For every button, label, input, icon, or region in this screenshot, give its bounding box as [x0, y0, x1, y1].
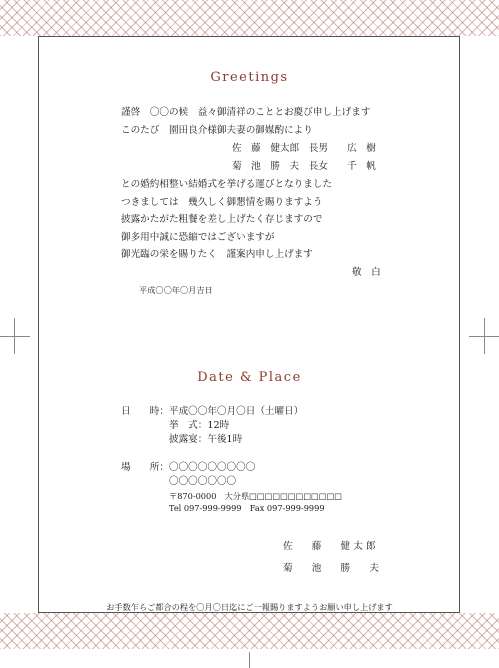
- greeting-line: との婚約相整い結婚式を挙げる運びとなりました: [121, 179, 333, 190]
- closing-line: 敬 白: [352, 267, 381, 278]
- greeting-line: 謹啓 〇〇の候 益々御清祥のこととお慶び申し上げます: [121, 107, 371, 118]
- bride-line: 菊 池 勝 夫 長女 千 帆: [232, 161, 376, 172]
- top-pattern-band: [0, 0, 499, 36]
- greetings-heading: Greetings: [210, 70, 289, 85]
- venue-address: 〒870-0000 大分県□□□□□□□□□□□□: [169, 491, 342, 501]
- date-label: 日 時：: [121, 406, 169, 417]
- greeting-line: 披露かたがた粗餐を差し上げたく存じますので: [121, 214, 323, 225]
- crop-mark: [0, 336, 30, 337]
- place-label: 場 所：: [121, 462, 169, 473]
- host-name: 佐 藤 健 太 郎: [283, 541, 376, 552]
- greeting-line: 御多用中誠に恐縮ではございますが: [121, 232, 275, 243]
- groom-line: 佐 藤 健太郎 長男 広 樹: [232, 143, 376, 154]
- host-name: 菊 池 勝 夫: [283, 563, 379, 574]
- crop-mark: [484, 318, 485, 354]
- details-heading: Date & Place: [197, 370, 302, 385]
- greeting-line: このたび 園田良介様御夫妻の御媒酌により: [121, 125, 313, 136]
- bottom-pattern-band: [0, 613, 499, 649]
- crop-mark: [14, 318, 15, 354]
- greeting-line: つきましては 幾久しく御懇情を賜りますよう: [121, 197, 323, 208]
- greeting-date: 平成〇〇年〇月吉日: [139, 285, 213, 295]
- ceremony-time: 挙 式：12時: [169, 420, 230, 431]
- venue-phone: Tel 097-999-9999 Fax 097-999-9999: [169, 503, 325, 513]
- venue-name: 〇〇〇〇〇〇〇〇〇: [169, 462, 256, 473]
- greeting-line: 御光臨の栄を賜りたく 謹案内申し上げます: [121, 249, 313, 260]
- rsvp-note: お手数乍らご都合の程を〇月〇日迄にご一報賜りますようお願い申し上げます: [106, 602, 393, 612]
- venue-name-sub: 〇〇〇〇〇〇〇: [169, 476, 237, 487]
- date-value: 平成〇〇年〇月〇日（土曜日）: [169, 406, 304, 417]
- invitation-frame: [38, 36, 460, 613]
- crop-mark: [249, 652, 250, 668]
- reception-time: 披露宴：午後1時: [169, 434, 243, 445]
